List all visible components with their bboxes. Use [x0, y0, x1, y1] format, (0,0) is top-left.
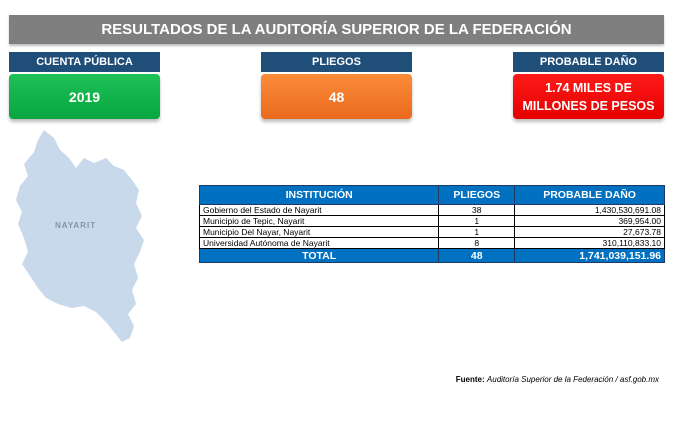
table-row	[200, 216, 665, 227]
probable-dano-value	[513, 74, 664, 119]
total-dano: 1,741,039,151.96	[515, 249, 665, 263]
pliegos-label	[261, 52, 412, 72]
nayarit-shape	[16, 130, 144, 342]
cell-dano: 27,673.78	[515, 227, 665, 238]
header-dano: PROBABLE DAÑO	[515, 186, 665, 205]
table-header-row	[200, 186, 665, 205]
pliegos-value-text: 48	[328, 88, 345, 105]
source-note	[456, 375, 659, 384]
probable-dano-label-text: PROBABLE DAÑO	[539, 56, 638, 68]
source-label: Fuente:	[455, 375, 485, 384]
source-text: Auditoría Superior de la Federación / asf.gob.mx	[486, 375, 659, 384]
total-label: TOTAL	[200, 249, 439, 263]
cuenta-publica-value-text: 2019	[68, 88, 101, 105]
cell-dano: 1,430,530,691.08	[515, 205, 665, 216]
cell-pliegos: 38	[439, 205, 515, 216]
cuenta-publica-label-text: CUENTA PÚBLICA	[36, 56, 133, 68]
probable-dano-value-line2: MILLONES DE PESOS	[522, 98, 655, 113]
cell-dano: 369,954.00	[515, 216, 665, 227]
map-label: NAYARIT	[55, 221, 97, 230]
header-institucion: INSTITUCIÓN	[200, 186, 439, 205]
total-pliegos: 48	[439, 249, 515, 263]
page-title-text: RESULTADOS DE LA AUDITORÍA SUPERIOR DE LA FEDERACIÓN	[101, 21, 572, 38]
cell-pliegos: 1	[439, 227, 515, 238]
table-row	[200, 205, 665, 216]
cell-dano: 310,110,833.10	[515, 238, 665, 249]
pliegos-label-text: PLIEGOS	[312, 56, 361, 68]
pliegos-value	[261, 74, 412, 119]
header-pliegos: PLIEGOS	[439, 186, 515, 205]
cell-institucion: Universidad Autónoma de Nayarit	[200, 238, 439, 249]
cell-pliegos: 1	[439, 216, 515, 227]
cell-institucion: Gobierno del Estado de Nayarit	[200, 205, 439, 216]
cell-institucion: Municipio de Tepic, Nayarit	[200, 216, 439, 227]
cell-pliegos: 8	[439, 238, 515, 249]
probable-dano-value-line1: 1.74 MILES DE	[545, 80, 632, 95]
cuenta-publica-label	[9, 52, 160, 72]
table-row	[200, 227, 665, 238]
table-total-row	[200, 249, 665, 263]
cell-institucion: Municipio Del Nayar, Nayarit	[200, 227, 439, 238]
table-row	[200, 238, 665, 249]
results-table	[199, 185, 665, 263]
probable-dano-label	[513, 52, 664, 72]
cuenta-publica-value	[9, 74, 160, 119]
nayarit-map	[14, 128, 174, 348]
page-title	[9, 15, 664, 44]
